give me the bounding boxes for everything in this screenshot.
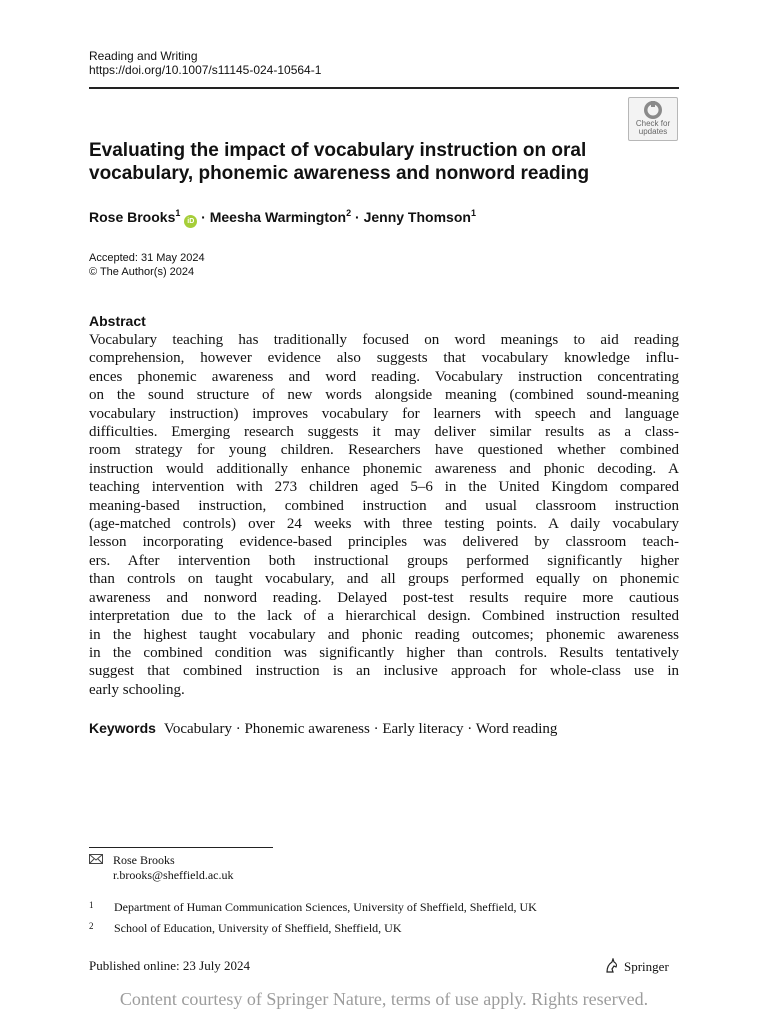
article-title: Evaluating the impact of vocabulary instruction on oral vocabulary, phonemic awareness and nonword reading <box>89 140 590 184</box>
header-rule <box>89 87 679 89</box>
keywords <box>89 719 557 738</box>
abstract-line: in the combined condition was significantly higher than controls. Results tentatively <box>89 644 679 661</box>
abstract-line: comprehension, however evidence also suggests that vocabulary knowledge influ- <box>89 350 679 367</box>
abstract-line: difficulties. Emerging research suggests it may deliver similar results as a class- <box>89 424 679 441</box>
envelope-icon <box>89 853 113 868</box>
abstract-line: ences phonemic awareness and word reading. Vocabulary instruction concentrating <box>89 368 679 385</box>
abstract-line: early schooling. <box>89 681 185 698</box>
affiliation-text: School of Education, University of Sheffield, Sheffield, UK <box>114 921 402 935</box>
springer-wordmark: Springer <box>624 959 669 974</box>
abstract-line: Vocabulary teaching has traditionally focused on word meanings to aid reading <box>89 332 679 348</box>
abstract-line: suggest that combined instruction is an inclusive approach for whole-class use in <box>89 663 679 680</box>
author-separator: · <box>201 209 206 225</box>
author-list <box>89 208 476 228</box>
affiliation-1 <box>89 898 537 915</box>
corresponding-author <box>89 853 233 883</box>
abstract-line: awareness and nonword reading. Delayed post-test results require more cautious <box>89 589 679 606</box>
affiliation-2 <box>89 919 402 936</box>
author-affiliation-mark: 1 <box>175 208 181 218</box>
springer-logo[interactable] <box>604 958 669 975</box>
abstract-line: vocabulary instruction) improves vocabulary for learners with speech and language <box>89 405 679 422</box>
abstract-line: instruction would additionally enhance phonemic awareness and phonic decoding. A <box>89 460 679 477</box>
abstract-line: ers. After intervention both instructional groups performed significantly higher <box>89 552 679 569</box>
corresponding-email[interactable]: r.brooks@sheffield.ac.uk <box>113 868 234 882</box>
journal-name: Reading and Writing <box>89 49 198 63</box>
abstract-line: on the sound structure of new words alongside meaning (combined sound-meaning <box>89 387 679 404</box>
affiliation-text: Department of Human Communication Sciences, University of Sheffield, Sheffield, UK <box>114 900 537 914</box>
keywords-label: Keywords <box>89 720 156 736</box>
author-affiliation-mark: 1 <box>470 208 476 218</box>
affiliation-number: 1 <box>89 900 94 910</box>
abstract-line: in the highest taught vocabulary and phonic reading outcomes; phonemic awareness <box>89 626 679 643</box>
orcid-icon[interactable]: iD <box>184 215 197 228</box>
springer-horse-icon <box>604 958 620 974</box>
keywords-list: Vocabulary · Phonemic awareness · Early literacy · Word reading <box>163 721 558 737</box>
abstract-line: than controls on taught vocabulary, and all groups performed equally on phonemic <box>89 571 679 588</box>
abstract-line: meaning-based instruction, combined instruction and usual classroom instruction <box>89 497 679 514</box>
footnote-rule <box>89 847 273 848</box>
affiliation-number: 2 <box>89 921 94 931</box>
doi-link[interactable]: https://doi.org/10.1007/s11145-024-10564-1 <box>89 63 322 77</box>
abstract-line: lesson incorporating evidence-based principles was delivered by classroom teach- <box>89 534 679 551</box>
copyright-notice: © The Author(s) 2024 <box>89 266 195 278</box>
abstract-line: room strategy for young children. Researchers have questioned whether combined <box>89 442 679 459</box>
abstract-line: teaching intervention with 273 children aged 5–6 in the United Kingdom compared <box>89 479 679 496</box>
author-separator: · <box>355 209 360 225</box>
abstract-heading: Abstract <box>89 313 146 329</box>
check-for-updates-badge[interactable] <box>628 97 678 141</box>
abstract-line: (age-matched controls) over 24 weeks with three testing points. A daily vocabulary <box>89 516 679 533</box>
author-name[interactable]: Rose Brooks <box>89 209 176 225</box>
corresponding-name: Rose Brooks <box>113 853 175 867</box>
published-online-date: Published online: 23 July 2024 <box>89 958 251 973</box>
author-name[interactable]: Meesha Warmington <box>209 209 347 225</box>
accepted-date: Accepted: 31 May 2024 <box>89 252 205 264</box>
badge-text-line1: Check for <box>635 119 671 128</box>
check-for-updates-icon <box>643 100 663 120</box>
article-dates <box>89 251 205 279</box>
author-name[interactable]: Jenny Thomson <box>363 209 471 225</box>
journal-header <box>89 49 321 77</box>
badge-text-line2: updates <box>638 127 668 136</box>
author-affiliation-mark: 2 <box>346 208 352 218</box>
abstract-line: interpretation due to the lack of a hierarchical design. Combined instruction resulted <box>89 608 679 625</box>
content-courtesy-notice: Content courtesy of Springer Nature, terms of use apply. Rights reserved. <box>119 989 649 1009</box>
abstract-body <box>89 331 679 699</box>
